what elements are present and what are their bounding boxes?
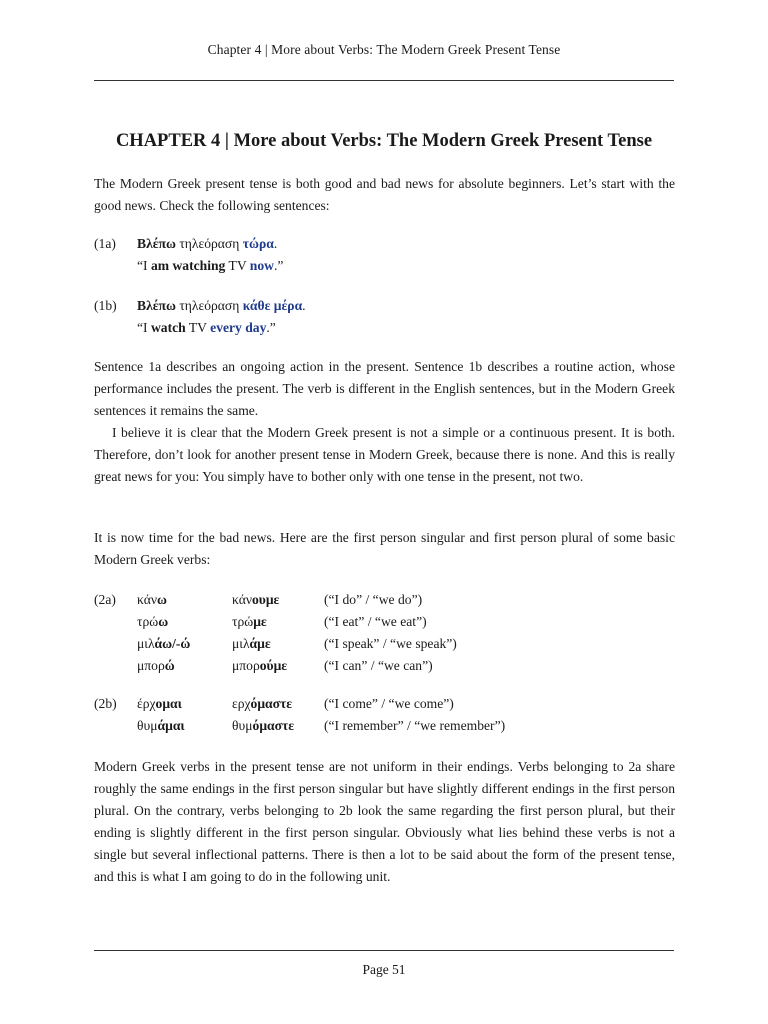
quote-close: .” xyxy=(273,258,284,273)
ending: ούμε xyxy=(259,658,288,673)
ending: ω xyxy=(157,592,167,607)
example-number: (1b) xyxy=(94,298,117,313)
singular-form xyxy=(137,633,190,655)
english-adverb: now xyxy=(249,258,274,273)
page-number: Page 51 xyxy=(362,962,406,977)
greek-sentence xyxy=(137,233,277,255)
stem: μιλ xyxy=(232,636,250,651)
paragraph-3: It is now time for the bad news. Here are the first person singular and first person plural of some basic Modern Greek verbs: xyxy=(94,530,675,567)
example-1a xyxy=(94,233,674,277)
ending: ώ xyxy=(164,658,175,673)
intro-paragraph: The Modern Greek present tense is both good and bad news for absolute beginners. Let’s start with the good news. Check the following sentences: xyxy=(94,176,675,213)
ending: ομαι xyxy=(155,696,182,711)
stem: θυμ xyxy=(232,718,253,733)
greek-adverb: τώρα xyxy=(242,236,274,251)
punctuation: . xyxy=(273,236,278,251)
footer-divider xyxy=(94,950,674,951)
plural-form xyxy=(232,633,271,655)
ending: ουμε xyxy=(252,592,280,607)
header-divider xyxy=(94,80,674,81)
example-1b xyxy=(94,295,674,339)
singular-form xyxy=(137,655,175,677)
group-number: (2b) xyxy=(94,696,117,711)
english-adverb: every day xyxy=(210,320,267,335)
singular-form xyxy=(137,715,185,737)
stem: μπορ xyxy=(137,658,165,673)
table-row xyxy=(94,611,674,633)
singular-form xyxy=(137,589,167,611)
gloss: (“I remember” / “we remember”) xyxy=(324,718,506,733)
plural-form xyxy=(232,693,292,715)
gloss: (“I speak” / “we speak”) xyxy=(324,636,457,651)
english-translation xyxy=(137,317,276,339)
table-row xyxy=(94,693,674,715)
table-row xyxy=(94,633,674,655)
verb-table-2a xyxy=(94,589,674,677)
punctuation: . xyxy=(302,298,306,313)
gloss: (“I can” / “we can”) xyxy=(324,658,433,673)
verb-table-2b xyxy=(94,693,674,737)
ending: άμαι xyxy=(157,718,185,733)
ending: ω xyxy=(158,614,169,629)
stem: τρώ xyxy=(137,614,159,629)
gloss: (“I come” / “we come”) xyxy=(324,696,454,711)
quote-open: “I xyxy=(137,320,151,335)
ending: όμαστε xyxy=(250,696,293,711)
english-translation xyxy=(137,255,283,277)
stem: κάν xyxy=(232,592,252,607)
plural-form xyxy=(232,655,287,677)
english-object: TV xyxy=(225,258,250,273)
plural-form xyxy=(232,611,267,633)
running-header: Chapter 4 | More about Verbs: The Modern Greek Present Tense xyxy=(207,42,561,57)
group-number: (2a) xyxy=(94,592,116,607)
greek-object: τηλεόραση xyxy=(175,236,243,251)
paragraph-1: Sentence 1a describes an ongoing action in the present. Sentence 1b describes a routine action, whose performance includes the present. The verb is different in the English sentences, but in the Modern Greek sentences it remains the same. xyxy=(94,359,675,418)
stem: μπορ xyxy=(232,658,260,673)
plural-form xyxy=(232,715,294,737)
stem: κάν xyxy=(137,592,157,607)
gloss: (“I eat” / “we eat”) xyxy=(324,614,427,629)
plural-form xyxy=(232,589,279,611)
stem: μιλ xyxy=(137,636,155,651)
greek-object: τηλεόραση xyxy=(175,298,243,313)
ending: άμε xyxy=(249,636,271,651)
ending: με xyxy=(253,614,267,629)
example-number: (1a) xyxy=(94,236,116,251)
paragraph-2: I believe it is clear that the Modern Greek present is not a simple or a continuous present. It is both. Therefore, don’t look for another present tense in Modern Greek, because there is none. And this is really great news for you: You simply have to bother only with one tense in the present, not two. xyxy=(94,425,675,484)
singular-form xyxy=(137,693,182,715)
gloss: (“I do” / “we do”) xyxy=(324,592,423,607)
english-verb: watch xyxy=(150,320,186,335)
greek-sentence xyxy=(137,295,306,317)
table-row xyxy=(94,715,674,737)
chapter-title: CHAPTER 4 | More about Verbs: The Modern Greek Present Tense xyxy=(115,131,653,151)
singular-form xyxy=(137,611,168,633)
greek-adverb: κάθε μέρα xyxy=(242,298,303,313)
table-row xyxy=(94,655,674,677)
ending: όμαστε xyxy=(252,718,295,733)
table-row xyxy=(94,589,674,611)
quote-close: .” xyxy=(266,320,276,335)
english-verb: am watching xyxy=(150,258,226,273)
greek-verb: Βλέπω xyxy=(137,298,176,313)
stem: έρχ xyxy=(137,696,156,711)
paragraph-4: Modern Greek verbs in the present tense are not uniform in their endings. Verbs belonging to 2a share roughly the same endings in the first person singular but have slightly different endings in the first person plural. On the contrary, verbs belonging to 2b look the same regarding the first person plural, but their ending is slightly different in the first person singular. Obviously what lies behind these verbs is not a single but several inflectional patterns. There is then a lot to be said about the form of the present tense, and this is what I am going to do in the following unit. xyxy=(94,759,675,884)
stem: θυμ xyxy=(137,718,158,733)
stem: ερχ xyxy=(232,696,251,711)
ending: άω/-ώ xyxy=(154,636,191,651)
quote-open: “I xyxy=(137,258,151,273)
english-object: TV xyxy=(185,320,211,335)
stem: τρώ xyxy=(232,614,254,629)
greek-verb: Βλέπω xyxy=(137,236,176,251)
